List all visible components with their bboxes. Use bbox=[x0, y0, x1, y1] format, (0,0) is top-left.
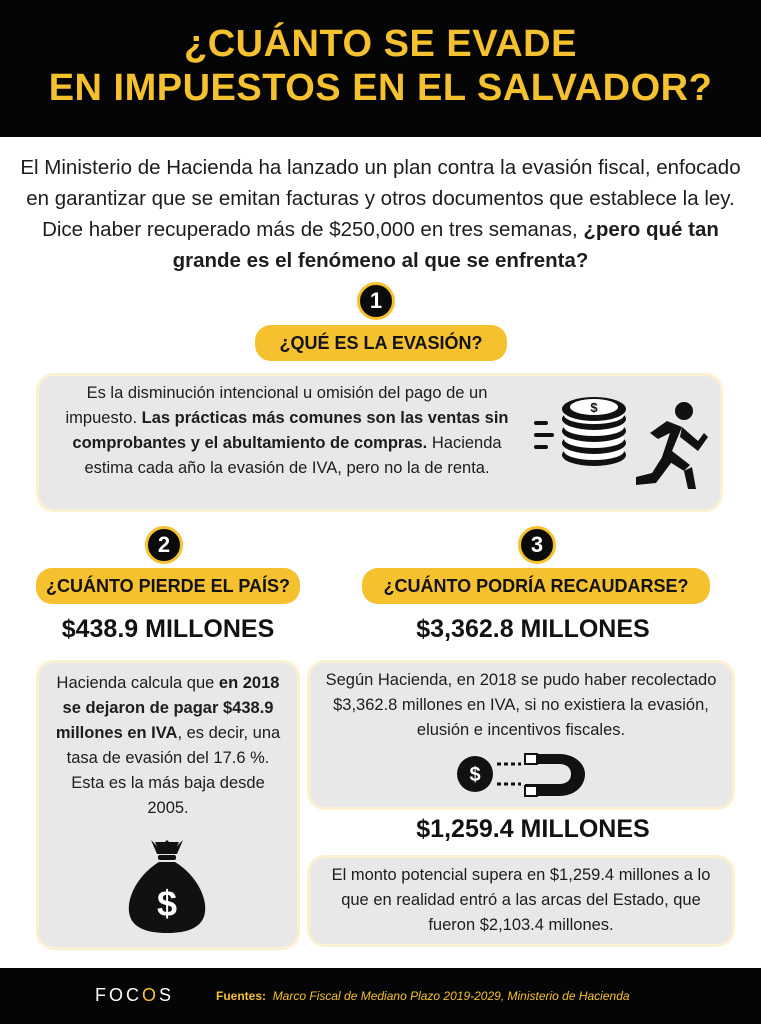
sources-text: Marco Fiscal de Mediano Plazo 2019-2029, Ministerio de Hacienda bbox=[272, 989, 630, 1003]
title-line-2: EN IMPUESTOS EN EL SALVADOR? bbox=[48, 67, 713, 109]
sources-label: Fuentes: bbox=[216, 989, 267, 1003]
section-1-heading: ¿QUÉ ES LA EVASIÓN? bbox=[255, 325, 507, 361]
svg-text:$: $ bbox=[590, 400, 598, 415]
evasion-text-b: Hacienda estima cada año la evasión de IVA, pero no la de renta. bbox=[84, 434, 502, 477]
step-number-2: 2 bbox=[145, 526, 183, 564]
potential-amount: $3,362.8 MILLONES bbox=[416, 615, 650, 643]
step-number-1: 1 bbox=[357, 282, 395, 320]
magnet-coin-dollar-sign: $ bbox=[469, 764, 481, 786]
difference-text: El monto potencial supera en $1,259.4 millones a lo que en realidad entró a las arcas del Estado, que fueron $2,103.4 millones. bbox=[331, 866, 711, 934]
running-person-with-coins-icon bbox=[532, 393, 712, 498]
evasion-text-bold: Las prácticas más comunes son las ventas sin comprobantes y el abultamiento de compras. bbox=[72, 409, 509, 452]
footer bbox=[0, 968, 761, 1024]
difference-amount: $1,259.4 MILLONES bbox=[416, 815, 650, 843]
lost-text-bold: en 2018 se dejaron de pagar $438.9 millones en IVA bbox=[55, 674, 280, 742]
magnet-attracting-coin-icon bbox=[455, 748, 589, 802]
lost-text-a: Hacienda calcula que bbox=[56, 674, 215, 692]
lost-amount: $438.9 MILLONES bbox=[61, 615, 275, 643]
page-title bbox=[0, 0, 761, 110]
potential-amount-text: Según Hacienda, en 2018 se pudo haber recolectado $3,362.8 millones en IVA, si no existiera la evasión, elusión e incentivos fiscales. bbox=[325, 671, 717, 739]
logo-part-c: S bbox=[159, 985, 175, 1005]
money-bag-icon bbox=[125, 838, 209, 934]
lost-amount-text bbox=[55, 671, 281, 821]
sources-note bbox=[216, 989, 630, 1003]
step-number-3: 3 bbox=[518, 526, 556, 564]
logo-part-a: FOC bbox=[95, 985, 142, 1005]
intro-question: ¿pero qué tan grande es el fenómeno al que se enfrenta? bbox=[172, 218, 719, 272]
section-2-heading: ¿CUÁNTO PIERDE EL PAÍS? bbox=[36, 568, 300, 604]
money-bag-dollar-sign: $ bbox=[156, 883, 178, 924]
evasion-text-a: Es la disminución intencional u omisión del pago de un impuesto. bbox=[65, 384, 488, 427]
intro-paragraph bbox=[18, 152, 743, 276]
section-3-heading: ¿CUÁNTO PODRÍA RECAUDARSE? bbox=[362, 568, 710, 604]
focos-logo bbox=[95, 985, 174, 1006]
header-banner bbox=[0, 0, 761, 137]
title-line-1: ¿CUÁNTO SE EVADE bbox=[184, 23, 577, 65]
intro-text: El Ministerio de Hacienda ha lanzado un plan contra la evasión fiscal, enfocado en garantizar que se emitan facturas y otros documentos que establece la ley. Dice haber recuperado más de $250,000 en tres semanas, bbox=[20, 156, 741, 241]
evasion-definition-text bbox=[52, 381, 522, 481]
lost-text-b: , es decir, una tasa de evasión del 17.6 %. Esta es la más baja desde 2005. bbox=[66, 724, 281, 817]
logo-part-b: O bbox=[142, 985, 160, 1005]
